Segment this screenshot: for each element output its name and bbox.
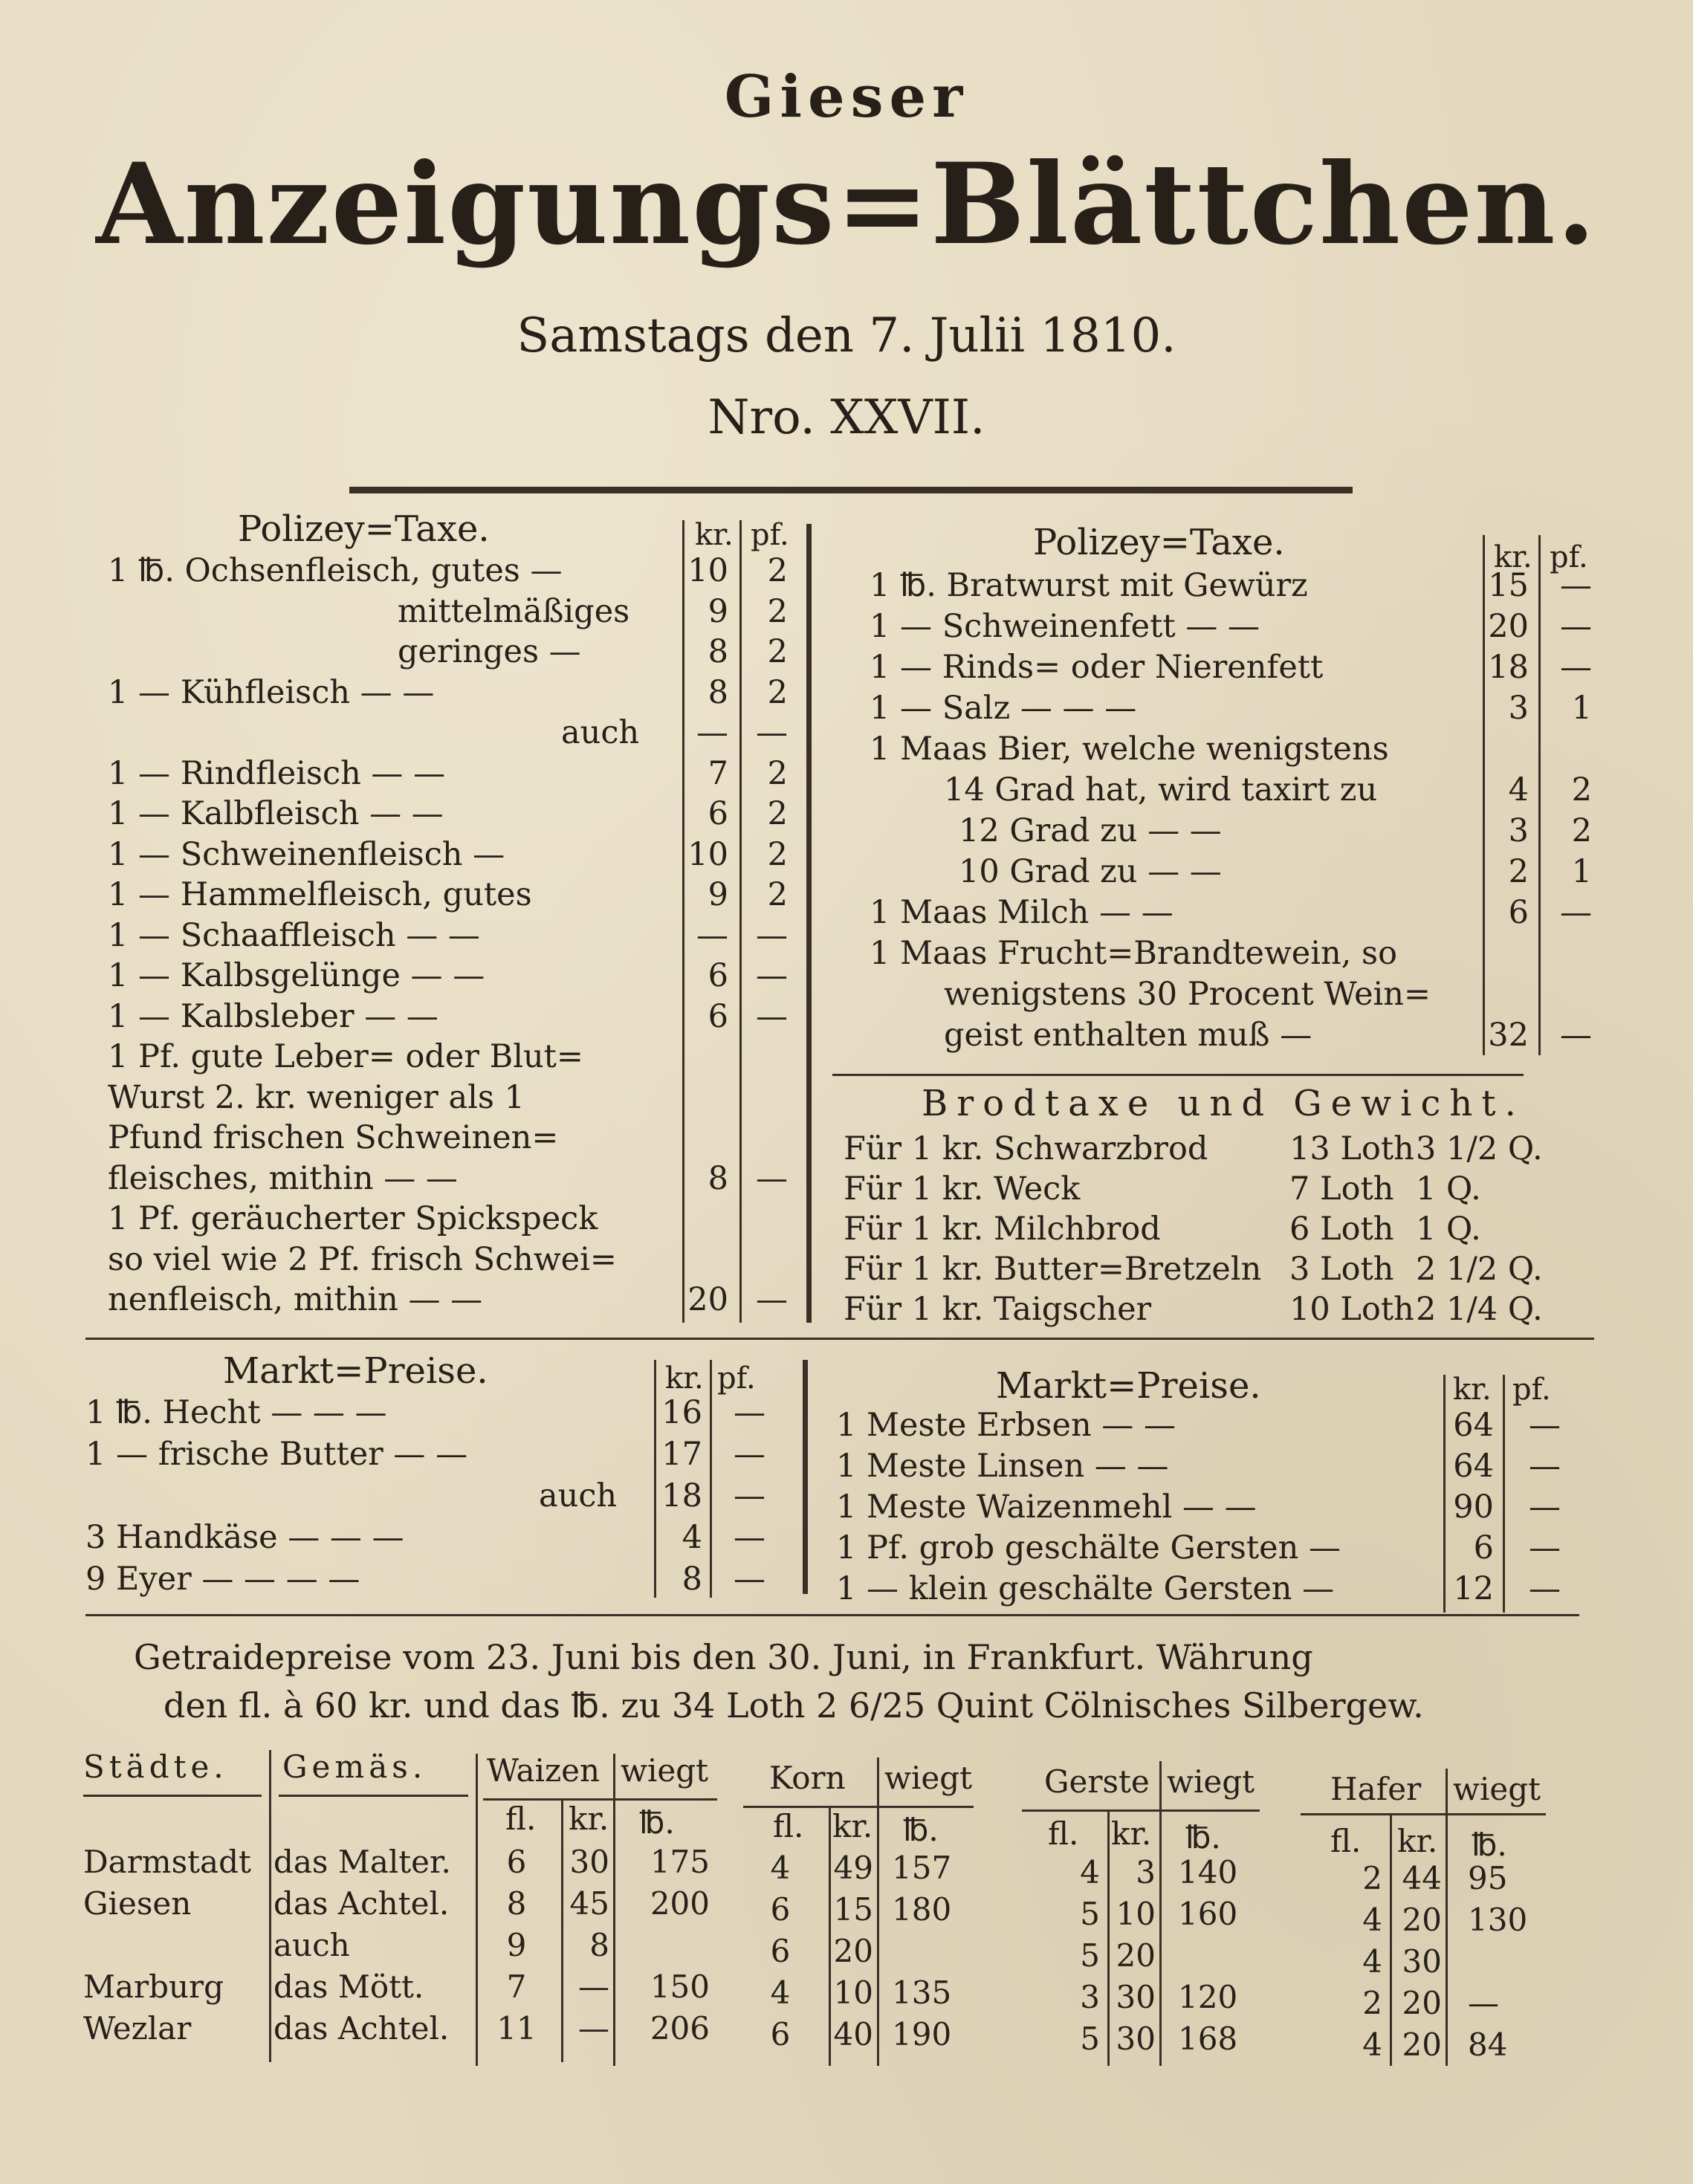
- price-pf: —: [1529, 1529, 1561, 1566]
- price-kr: 6: [708, 957, 728, 994]
- grain-cell-h-kr: 44: [1402, 1860, 1442, 1896]
- price-item-label: 10 Grad zu — —: [959, 853, 1222, 890]
- price-kr: 3: [1508, 812, 1529, 849]
- grain-cell-k-kr: 15: [833, 1891, 873, 1928]
- grain-cell-k-fl: 6: [770, 1891, 791, 1928]
- bread-weight-loth: 6 Loth: [1289, 1211, 1394, 1248]
- price-kr: 18: [661, 1477, 702, 1514]
- getraide-intro-line: Getraidepreise vom 23. Juni bis den 30. Juni, in Frankfurt. Währung: [134, 1637, 1313, 1677]
- price-item-label: 1 — Salz — — —: [870, 690, 1137, 727]
- column-header-pf: pf.: [1512, 1373, 1551, 1407]
- grain-cell-h-fl: 4: [1362, 1902, 1382, 1938]
- grain-cell-stadt: Giesen: [83, 1885, 192, 1922]
- price-item-label: 1 Maas Bier, welche wenigstens: [870, 730, 1389, 768]
- price-pf: —: [1529, 1448, 1561, 1485]
- column-divider: [654, 1360, 656, 1598]
- column-header-kr: kr.: [665, 1361, 704, 1396]
- price-item-label: 12 Grad zu — —: [959, 812, 1222, 849]
- price-pf: —: [1560, 1017, 1592, 1054]
- grain-cell-gemaes: das Mött.: [273, 1968, 424, 2005]
- price-kr: —: [696, 916, 728, 954]
- column-header-pf: pf.: [717, 1361, 756, 1396]
- grain-cell-k-fl: 6: [770, 2016, 791, 2052]
- grain-cell-h-fl: 4: [1362, 2026, 1382, 2063]
- subheader-kr: kr.: [1397, 1823, 1438, 1859]
- price-kr: —: [696, 714, 728, 751]
- price-pf: 2: [767, 835, 788, 873]
- grain-cell-w-lb: 200: [650, 1885, 710, 1922]
- subheader-lb: ℔.: [903, 1812, 939, 1848]
- grain-cell-h-kr: 20: [1402, 1902, 1442, 1938]
- grain-cell-k-kr: 49: [833, 1850, 873, 1886]
- column-header-korn: Korn: [769, 1760, 846, 1796]
- price-item-label: 1 ℔. Bratwurst mit Gewürz: [870, 567, 1308, 604]
- header-rule: [83, 1795, 262, 1797]
- grain-cell-h-fl: 2: [1362, 1985, 1382, 2021]
- grain-cell-g-fl: 5: [1080, 2021, 1100, 2057]
- price-kr: 20: [1488, 608, 1529, 645]
- price-pf: —: [734, 1394, 765, 1431]
- grain-cell-k-lb: 135: [892, 1974, 952, 2011]
- column-header-wiegt: wiegt: [621, 1752, 709, 1789]
- price-kr: 64: [1453, 1407, 1494, 1444]
- price-kr: 10: [687, 835, 728, 873]
- price-pf: —: [756, 997, 788, 1035]
- price-kr: 64: [1453, 1448, 1494, 1485]
- grain-cell-g-fl: 3: [1080, 1979, 1100, 2015]
- price-item-label: 1 Pf. gute Leber= oder Blut=: [108, 1038, 583, 1075]
- price-kr: 32: [1488, 1017, 1529, 1054]
- issue-number: Nro. XXVII.: [708, 390, 985, 445]
- bread-weight-quint: 3 1/2 Q.: [1416, 1130, 1543, 1167]
- grain-cell-w-fl: 9: [506, 1927, 527, 1963]
- price-pf: —: [1560, 649, 1592, 686]
- column-divider: [1159, 1761, 1162, 2066]
- header-rule: [1022, 1809, 1260, 1812]
- column-divider: [877, 1757, 879, 2066]
- price-item-label: 1 Pf. grob geschälte Gersten —: [836, 1529, 1341, 1566]
- section-rule: [85, 1614, 1579, 1616]
- bread-item-label: Für 1 kr. Butter=Bretzeln: [844, 1251, 1262, 1288]
- price-kr: 6: [1508, 894, 1529, 931]
- grain-cell-g-kr: 30: [1116, 2021, 1156, 2057]
- grain-cell-k-lb: 190: [892, 2016, 952, 2052]
- bread-item-label: Für 1 kr. Weck: [844, 1170, 1081, 1208]
- grain-cell-g-lb: 160: [1178, 1896, 1238, 1932]
- price-kr: 12: [1453, 1570, 1494, 1607]
- price-pf: 2: [1571, 771, 1592, 809]
- price-item-label: nenfleisch, mithin — —: [108, 1281, 483, 1318]
- price-kr: 6: [708, 795, 728, 832]
- grain-cell-w-kr: —: [578, 2010, 609, 2047]
- price-item-label: 1 — Schweinenfett — —: [870, 608, 1260, 645]
- price-item-label: 1 Maas Frucht=Brandtewein, so: [870, 935, 1397, 972]
- column-divider: [476, 1754, 478, 2066]
- price-item-label: auch: [561, 714, 640, 751]
- grain-cell-g-fl: 5: [1080, 1937, 1100, 1974]
- price-kr: 8: [682, 1561, 702, 1598]
- price-pf: 2: [767, 876, 788, 913]
- bread-weight-loth: 13 Loth: [1289, 1130, 1414, 1167]
- price-kr: 3: [1508, 690, 1529, 727]
- column-header-waizen: Waizen: [487, 1752, 601, 1789]
- subheader-lb: ℔.: [639, 1804, 675, 1841]
- price-item-label: Pfund frischen Schweinen=: [108, 1119, 559, 1156]
- grain-cell-w-lb: 175: [650, 1844, 710, 1880]
- section-heading: Brodtaxe und Gewicht.: [922, 1083, 1525, 1124]
- grain-cell-g-kr: 20: [1116, 1937, 1156, 1974]
- subheader-lb: ℔.: [1185, 1819, 1221, 1856]
- column-divider: [829, 1806, 831, 2066]
- column-divider: [1390, 1813, 1392, 2066]
- price-item-label: auch: [539, 1477, 618, 1514]
- price-item-label: 1 Pf. geräucherter Spickspeck: [108, 1200, 598, 1237]
- section-heading: Polizey=Taxe.: [1033, 522, 1285, 563]
- price-kr: 10: [687, 552, 728, 589]
- price-item-label: mittelmäßiges: [398, 592, 630, 630]
- grain-cell-stadt: Marburg: [83, 1968, 224, 2005]
- grain-cell-w-lb: 150: [650, 1968, 710, 2005]
- price-item-label: 1 Meste Erbsen — —: [836, 1407, 1176, 1444]
- bread-weight-quint: 2 1/4 Q.: [1416, 1291, 1543, 1328]
- column-header-kr: kr.: [695, 518, 734, 552]
- subheader-fl: fl.: [1048, 1815, 1079, 1852]
- masthead-kicker: Gieser: [724, 63, 969, 131]
- bread-weight-quint: 1 Q.: [1416, 1211, 1481, 1248]
- price-item-label: Wurst 2. kr. weniger als 1: [108, 1078, 525, 1116]
- bread-weight-loth: 10 Loth: [1289, 1291, 1414, 1328]
- grain-cell-h-lb: 95: [1468, 1860, 1508, 1896]
- price-item-label: 1 — Rinds= oder Nierenfett: [870, 649, 1324, 686]
- bread-weight-quint: 2 1/2 Q.: [1416, 1251, 1543, 1288]
- subheader-kr: kr.: [569, 1801, 609, 1837]
- grain-cell-k-kr: 10: [833, 1974, 873, 2011]
- grain-cell-g-kr: 30: [1116, 1979, 1156, 2015]
- price-kr: 7: [708, 754, 728, 792]
- price-item-label: geringes —: [398, 633, 581, 670]
- grain-cell-stadt: Wezlar: [83, 2010, 192, 2047]
- grain-cell-k-lb: 157: [892, 1850, 952, 1886]
- grain-cell-g-lb: 168: [1178, 2021, 1238, 2057]
- grain-cell-w-kr: 45: [569, 1885, 609, 1922]
- price-pf: 2: [1571, 812, 1592, 849]
- grain-cell-h-lb: 84: [1468, 2026, 1508, 2063]
- price-item-label: 1 — Schaaffleisch — —: [108, 916, 480, 954]
- price-pf: 2: [767, 754, 788, 792]
- getraide-intro-line: den fl. à 60 kr. und das ℔. zu 34 Loth 2 6/25 Quint Cölnisches Silbergew.: [164, 1685, 1424, 1726]
- grain-cell-gemaes: das Malter.: [273, 1844, 451, 1880]
- price-pf: —: [1529, 1488, 1561, 1526]
- grain-cell-g-fl: 5: [1080, 1896, 1100, 1932]
- price-pf: —: [1529, 1570, 1561, 1607]
- price-kr: 17: [661, 1436, 702, 1473]
- grain-cell-k-fl: 4: [770, 1850, 791, 1886]
- price-pf: —: [1560, 608, 1592, 645]
- grain-cell-w-fl: 11: [496, 2010, 537, 2047]
- section-heading: Markt=Preise.: [996, 1365, 1261, 1407]
- grain-cell-gemaes: das Achtel.: [273, 2010, 450, 2047]
- column-header-kr: kr.: [1494, 540, 1532, 574]
- grain-cell-gemaes: auch: [273, 1927, 350, 1963]
- price-pf: 2: [767, 592, 788, 630]
- section-heading: Polizey=Taxe.: [238, 508, 490, 550]
- column-header-wiegt: wiegt: [1453, 1771, 1541, 1807]
- price-item-label: 1 — Hammelfleisch, gutes: [108, 876, 532, 913]
- price-kr: 8: [708, 673, 728, 711]
- header-rule: [279, 1795, 468, 1797]
- column-divider: [1107, 1809, 1110, 2066]
- subheader-fl: fl.: [505, 1801, 537, 1837]
- price-kr: 20: [687, 1281, 728, 1318]
- grain-cell-k-fl: 6: [770, 1933, 791, 1969]
- grain-cell-gemaes: das Achtel.: [273, 1885, 450, 1922]
- price-pf: —: [756, 916, 788, 954]
- grain-cell-k-kr: 20: [833, 1933, 873, 1969]
- column-header-pf: pf.: [1550, 540, 1588, 574]
- subheader-kr: kr.: [832, 1808, 873, 1844]
- grain-cell-w-fl: 6: [506, 1844, 527, 1880]
- price-pf: —: [756, 957, 788, 994]
- grain-cell-h-kr: 20: [1402, 2026, 1442, 2063]
- price-item-label: 14 Grad hat, wird taxirt zu: [944, 771, 1378, 809]
- section-rule: [85, 1338, 1594, 1340]
- subheader-lb: ℔.: [1472, 1827, 1507, 1863]
- price-kr: 9: [708, 592, 728, 630]
- bread-item-label: Für 1 kr. Schwarzbrod: [844, 1130, 1208, 1167]
- price-pf: 2: [767, 633, 788, 670]
- section-heading: Markt=Preise.: [223, 1350, 488, 1392]
- column-header-kr: kr.: [1453, 1373, 1492, 1407]
- price-item-label: geist enthalten muß —: [944, 1017, 1312, 1054]
- column-divider: [739, 520, 742, 1323]
- subheader-kr: kr.: [1111, 1815, 1152, 1852]
- column-header-gemaes: Gemäs.: [282, 1749, 427, 1785]
- price-pf: —: [1560, 567, 1592, 604]
- column-header-staedte: Städte.: [83, 1749, 228, 1785]
- column-divider: [803, 1360, 808, 1594]
- grain-cell-k-kr: 40: [833, 2016, 873, 2052]
- issue-date: Samstags den 7. Julii 1810.: [517, 308, 1176, 363]
- price-kr: 18: [1488, 649, 1529, 686]
- masthead-title: Anzeigungs=Blättchen.: [96, 139, 1597, 270]
- price-kr: 9: [708, 876, 728, 913]
- price-kr: 6: [708, 997, 728, 1035]
- column-header-hafer: Hafer: [1330, 1771, 1422, 1807]
- price-item-label: fleisches, mithin — —: [108, 1159, 458, 1197]
- section-rule: [832, 1074, 1524, 1076]
- price-item-label: 1 — klein geschälte Gersten —: [836, 1570, 1335, 1607]
- column-header-pf: pf.: [751, 518, 789, 552]
- grain-cell-h-kr: 30: [1402, 1943, 1442, 1980]
- price-item-label: 1 — Kalbfleisch — —: [108, 795, 444, 832]
- price-pf: —: [734, 1561, 765, 1598]
- bread-weight-loth: 3 Loth: [1289, 1251, 1394, 1288]
- price-item-label: 1 — Kalbsleber — —: [108, 997, 438, 1035]
- price-kr: 2: [1508, 853, 1529, 890]
- price-kr: 4: [1508, 771, 1529, 809]
- grain-cell-h-fl: 4: [1362, 1943, 1382, 1980]
- grain-cell-w-lb: 206: [650, 2010, 710, 2047]
- price-item-label: wenigstens 30 Procent Wein=: [944, 976, 1431, 1013]
- column-divider: [561, 1798, 563, 2062]
- price-item-label: 9 Eyer — — — —: [85, 1561, 360, 1598]
- column-divider: [1446, 1769, 1448, 2066]
- price-item-label: 1 ℔. Ochsenfleisch, gutes —: [108, 552, 563, 589]
- price-pf: —: [756, 714, 788, 751]
- price-item-label: 1 — Kühfleisch — —: [108, 673, 435, 711]
- bread-weight-quint: 1 Q.: [1416, 1170, 1481, 1208]
- subheader-fl: fl.: [1330, 1823, 1362, 1859]
- grain-cell-w-kr: —: [578, 1968, 609, 2005]
- column-divider: [806, 524, 812, 1323]
- masthead-rule: [349, 487, 1353, 493]
- price-pf: —: [756, 1159, 788, 1197]
- grain-cell-k-fl: 4: [770, 1974, 791, 2011]
- column-divider: [613, 1754, 615, 2066]
- grain-cell-g-lb: 120: [1178, 1979, 1238, 2015]
- grain-cell-g-kr: 3: [1136, 1854, 1156, 1890]
- grain-cell-w-fl: 7: [506, 1968, 527, 2005]
- bread-item-label: Für 1 kr. Taigscher: [844, 1291, 1152, 1328]
- grain-cell-g-kr: 10: [1116, 1896, 1156, 1932]
- price-pf: —: [756, 1281, 788, 1318]
- price-pf: —: [734, 1477, 765, 1514]
- price-kr: 6: [1473, 1529, 1494, 1566]
- grain-cell-g-fl: 4: [1080, 1854, 1100, 1890]
- price-item-label: 3 Handkäse — — —: [85, 1519, 404, 1556]
- price-kr: 15: [1488, 567, 1529, 604]
- price-pf: 1: [1571, 690, 1592, 727]
- price-item-label: 1 Meste Waizenmehl — —: [836, 1488, 1257, 1526]
- bread-item-label: Für 1 kr. Milchbrod: [844, 1211, 1161, 1248]
- subheader-fl: fl.: [773, 1808, 804, 1844]
- bread-weight-loth: 7 Loth: [1289, 1170, 1394, 1208]
- grain-cell-w-fl: 8: [506, 1885, 527, 1922]
- column-header-gerste: Gerste: [1044, 1763, 1150, 1800]
- price-item-label: 1 — frische Butter — —: [85, 1436, 468, 1473]
- price-item-label: 1 — Schweinenfleisch —: [108, 835, 505, 873]
- price-item-label: 1 Maas Milch — —: [870, 894, 1174, 931]
- price-kr: 16: [661, 1394, 702, 1431]
- price-kr: 4: [682, 1519, 702, 1556]
- price-pf: —: [734, 1436, 765, 1473]
- price-pf: 2: [767, 795, 788, 832]
- grain-cell-h-fl: 2: [1362, 1860, 1382, 1896]
- grain-cell-stadt: Darmstadt: [83, 1844, 251, 1880]
- grain-cell-h-lb: 130: [1468, 1902, 1528, 1938]
- price-pf: 2: [767, 673, 788, 711]
- price-item-label: 1 — Kalbsgelünge — —: [108, 957, 485, 994]
- price-pf: —: [1560, 894, 1592, 931]
- header-rule: [1301, 1813, 1546, 1815]
- grain-cell-w-kr: 8: [589, 1927, 609, 1963]
- column-divider: [710, 1360, 712, 1598]
- grain-cell-h-lb: —: [1468, 1985, 1499, 2021]
- price-pf: 1: [1571, 853, 1592, 890]
- price-kr: 8: [708, 633, 728, 670]
- price-item-label: 1 ℔. Hecht — — —: [85, 1394, 387, 1431]
- price-item-label: so viel wie 2 Pf. frisch Schwei=: [108, 1240, 617, 1278]
- grain-cell-k-lb: 180: [892, 1891, 952, 1928]
- price-item-label: 1 — Rindfleisch — —: [108, 754, 446, 792]
- grain-cell-g-lb: 140: [1178, 1854, 1238, 1890]
- price-item-label: 1 Meste Linsen — —: [836, 1448, 1169, 1485]
- grain-cell-w-kr: 30: [569, 1844, 609, 1880]
- price-kr: 90: [1453, 1488, 1494, 1526]
- price-pf: —: [734, 1519, 765, 1556]
- column-header-wiegt: wiegt: [884, 1760, 973, 1796]
- grain-cell-h-kr: 20: [1402, 1985, 1442, 2021]
- price-pf: 2: [767, 552, 788, 589]
- column-header-wiegt: wiegt: [1167, 1763, 1255, 1800]
- column-divider: [269, 1750, 271, 2062]
- price-kr: 8: [708, 1159, 728, 1197]
- price-pf: —: [1529, 1407, 1561, 1444]
